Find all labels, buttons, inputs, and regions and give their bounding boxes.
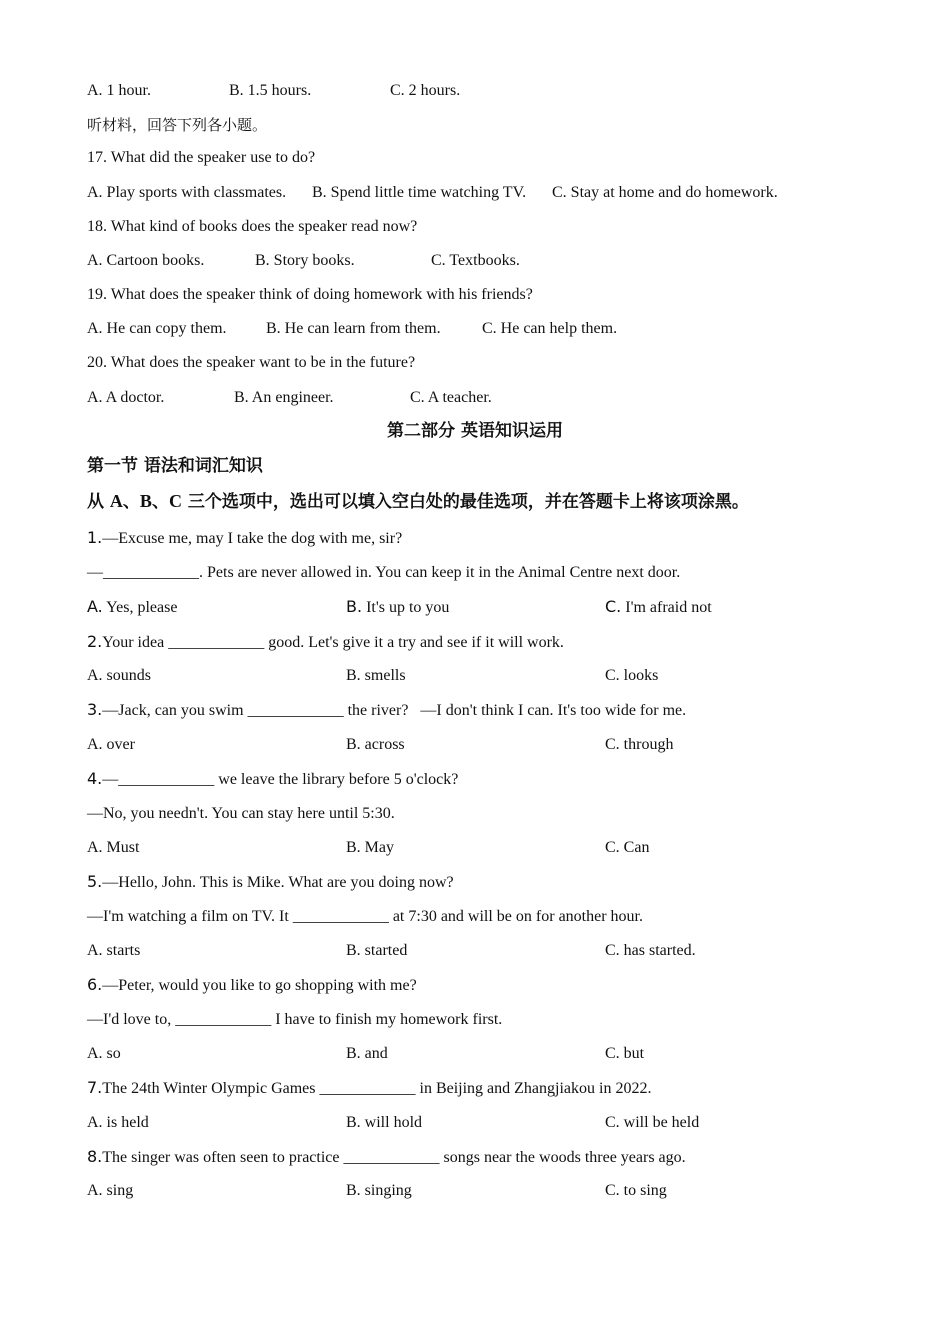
q20-option-a: A. A doctor. <box>87 389 165 406</box>
grammar-q6-option-a: A. so <box>87 1045 121 1062</box>
grammar-q1-option-b: B. It's up to you <box>346 597 450 616</box>
grammar-q1-line2: —____________. Pets are never allowed in. You can keep it in the Animal Centre next door. <box>87 564 681 581</box>
grammar-q7-option-b: B. will hold <box>346 1114 423 1131</box>
grammar-q4-line1: 4.—____________ we leave the library before 5 o'clock? <box>87 769 459 788</box>
grammar-q3-option-b: B. across <box>346 736 405 753</box>
q19-option-b: B. He can learn from them. <box>266 320 441 337</box>
q18-option-c: C. Textbooks. <box>431 252 520 269</box>
grammar-q5-option-b: B. started <box>346 942 408 959</box>
section1-instruction: 从 A、B、C 三个选项中，选出可以填入空白处的最佳选项，并在答题卡上将该项涂黑。 <box>87 491 749 512</box>
q20-option-b: B. An engineer. <box>234 389 334 406</box>
q20-option-c: C. A teacher. <box>410 389 492 406</box>
grammar-q5-option-a: A. starts <box>87 942 141 959</box>
grammar-q2-line1: 2.Your idea ____________ good. Let's give it a try and see if it will work. <box>87 632 564 651</box>
grammar-q6-line1: 6.—Peter, would you like to go shopping with me? <box>87 975 417 994</box>
q19-option-a: A. He can copy them. <box>87 320 227 337</box>
section-prompt: 听材料，回答下列各小题。 <box>87 116 268 134</box>
grammar-q2-option-a: A. sounds <box>87 667 152 684</box>
grammar-q4-option-b: B. May <box>346 839 394 856</box>
q17-option-b: B. Spend little time watching TV. <box>312 184 527 201</box>
grammar-q7-line1: 7.The 24th Winter Olympic Games ____________ in Beijing and Zhangjiakou in 2022. <box>87 1078 652 1097</box>
grammar-q7-option-c: C. will be held <box>605 1114 700 1131</box>
question-19-stem: 19. What does the speaker think of doing homework with his friends? <box>87 286 533 303</box>
section1-title: 第一节 语法和词汇知识 <box>87 456 263 476</box>
q19-option-c: C. He can help them. <box>482 320 618 337</box>
grammar-q5-option-c: C. has started. <box>605 942 696 959</box>
grammar-q4-option-a: A. Must <box>87 839 140 856</box>
grammar-q1-option-c: C. I'm afraid not <box>605 597 712 616</box>
grammar-q2-option-b: B. smells <box>346 667 406 684</box>
grammar-q2-option-c: C. looks <box>605 667 659 684</box>
grammar-q4-option-c: C. Can <box>605 839 650 856</box>
question-20-stem: 20. What does the speaker want to be in the future? <box>87 354 416 371</box>
grammar-q4-line2: —No, you needn't. You can stay here until 5:30. <box>87 805 395 822</box>
grammar-q8-option-c: C. to sing <box>605 1182 667 1199</box>
part2-title: 第二部分 英语知识运用 <box>387 421 563 441</box>
grammar-q6-option-c: C. but <box>605 1045 645 1062</box>
grammar-q8-option-b: B. singing <box>346 1182 412 1199</box>
grammar-q5-line2: —I'm watching a film on TV. It ____________ at 7:30 and will be on for another hour. <box>87 908 643 925</box>
grammar-q6-option-b: B. and <box>346 1045 388 1062</box>
grammar-q1-line1: 1.—Excuse me, may I take the dog with me, sir? <box>87 528 403 547</box>
question-17-stem: 17. What did the speaker use to do? <box>87 149 316 166</box>
grammar-q8-option-a: A. sing <box>87 1182 134 1199</box>
grammar-q6-line2: —I'd love to, ____________ I have to finish my homework first. <box>87 1011 503 1028</box>
grammar-q3-option-a: A. over <box>87 736 135 753</box>
question-18-stem: 18. What kind of books does the speaker read now? <box>87 218 418 235</box>
grammar-q3-option-c: C. through <box>605 736 674 753</box>
q17-option-a: A. Play sports with classmates. <box>87 184 287 201</box>
grammar-q1-option-a: A. Yes, please <box>87 597 178 616</box>
q18-option-b: B. Story books. <box>255 252 355 269</box>
q16-option-b: B. 1.5 hours. <box>229 82 312 99</box>
grammar-q7-option-a: A. is held <box>87 1114 149 1131</box>
q18-option-a: A. Cartoon books. <box>87 252 205 269</box>
grammar-q5-line1: 5.—Hello, John. This is Mike. What are you doing now? <box>87 872 454 891</box>
q16-option-a: A. 1 hour. <box>87 82 151 99</box>
grammar-q8-line1: 8.The singer was often seen to practice ____________ songs near the woods three years ago. <box>87 1147 686 1166</box>
grammar-q3-line1: 3.—Jack, can you swim ____________ the river? —I don't think I can. It's too wide for me. <box>87 700 687 719</box>
q16-option-c: C. 2 hours. <box>390 82 461 99</box>
q17-option-c: C. Stay at home and do homework. <box>552 184 778 201</box>
